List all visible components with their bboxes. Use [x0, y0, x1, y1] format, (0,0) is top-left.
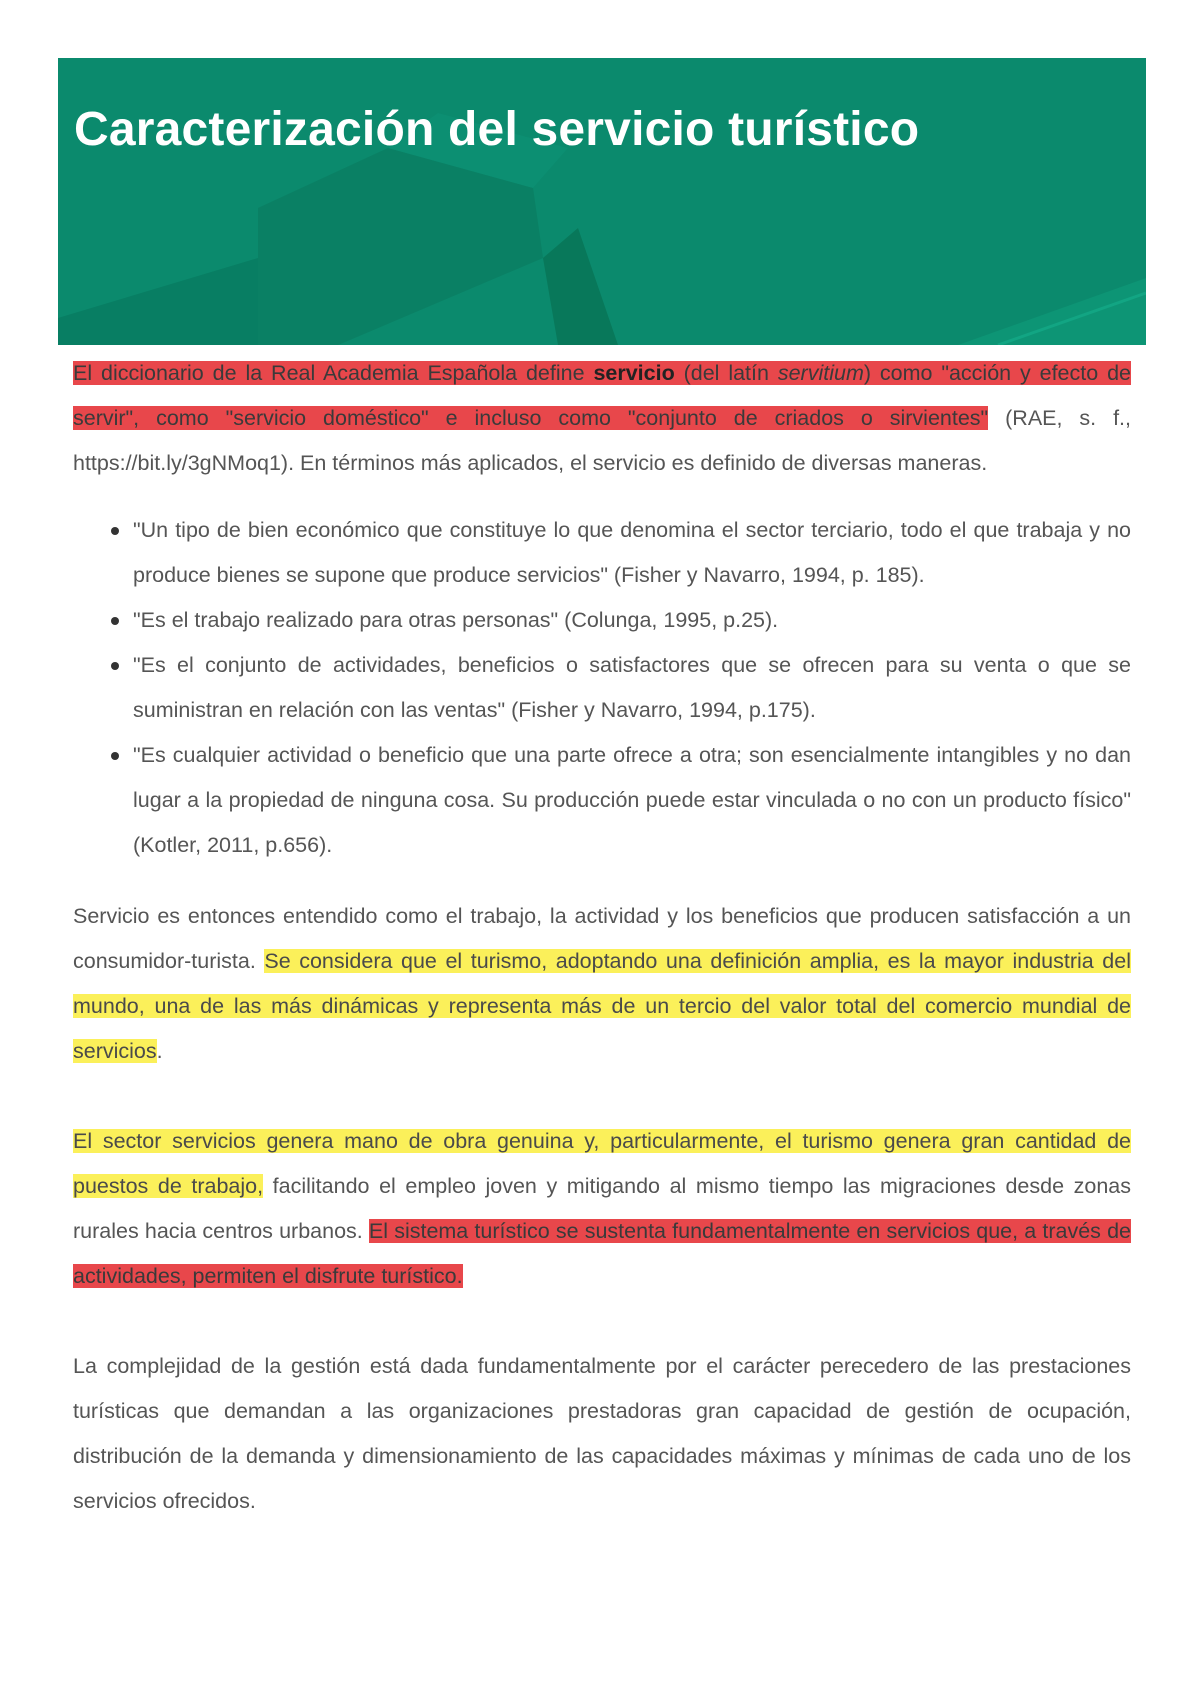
highlight-red: El sistema turístico se sustenta fundamentalmente en servicios que, a través de actividades, permiten el disfrute turístico. — [73, 1219, 1131, 1288]
list-item — [133, 508, 1131, 598]
list-item-text: "Es el trabajo realizado para otras personas" (Colunga, 1995, p.25). — [133, 608, 779, 632]
highlight-yellow: Se considera que el turismo, adoptando una definición amplia, es la mayor industria del mundo, una de las más dinámicas y representa más de un tercio del valor total del comercio mundial de servicios — [73, 949, 1131, 1063]
paragraph2-end: . — [156, 1039, 163, 1063]
bullet-icon — [111, 752, 119, 760]
list-item — [133, 733, 1131, 868]
list-item — [133, 643, 1131, 733]
paragraph-sector-servicios — [73, 1119, 1131, 1299]
paragraph2-text: Servicio es entonces entendido como el trabajo, la actividad y los beneficios que producen satisfacción a un consumidor-turista. — [73, 904, 1131, 973]
paragraph3-text: facilitando el empleo joven y mitigando al mismo tiempo las migraciones desde zonas rurales hacia centros urbanos. — [73, 1174, 1131, 1243]
highlight-yellow: El sector servicios genera mano de obra genuina y, particularmente, el turismo genera gran cantidad de puestos de trabajo, — [73, 1129, 1131, 1198]
definitions-list — [73, 508, 1131, 868]
intro-paragraph — [73, 351, 1131, 486]
paragraph-servicio-turismo — [73, 894, 1131, 1074]
term-servitium: servitium — [777, 361, 864, 385]
paragraph-complejidad: La complejidad de la gestión está dada fundamentalmente por el carácter perecedero de las prestaciones turísticas que demandan a las organizaciones prestadoras gran capacidad de gestión de ocupación, distribución de la demanda y dimensionamiento de las capacidades máximas y mínimas de cada uno de los servicios ofrecidos. — [73, 1354, 1131, 1513]
page-title: Caracterización del servicio turístico — [74, 103, 920, 156]
article-body — [73, 351, 1131, 1524]
intro-text-1: El diccionario de la Real Academia Española define — [73, 361, 594, 385]
header-banner — [58, 58, 1146, 345]
term-servicio: servicio — [593, 361, 675, 385]
list-item-text: "Es el conjunto de actividades, beneficios o satisfactores que se ofrecen para su venta o que se suministran en relación con las ventas" (Fisher y Navarro, 1994, p.175). — [133, 653, 1131, 722]
intro-text-2: (del latín — [674, 361, 778, 385]
list-item-text: "Un tipo de bien económico que constituye lo que denomina el sector terciario, todo el que trabaja y no produce bienes se supone que produce servicios" (Fisher y Navarro, 1994, p. 185). — [133, 518, 1131, 587]
highlight-red — [73, 361, 1131, 430]
bullet-icon — [111, 527, 119, 535]
intro-text-rest: (RAE, s. f., https://bit.ly/3gNMoq1). En términos más aplicados, el servicio es definido de diversas maneras. — [73, 406, 1131, 475]
intro-text-3: ) como "acción y efecto de servir", como "servicio doméstico" e incluso como "conjunto de criados o sirvientes" — [73, 361, 1131, 430]
bullet-icon — [111, 662, 119, 670]
bullet-icon — [111, 617, 119, 625]
list-item — [133, 598, 1131, 643]
list-item-text: "Es cualquier actividad o beneficio que una parte ofrece a otra; son esencialmente intangibles y no dan lugar a la propiedad de ninguna cosa. Su producción puede estar vinculada o no con un producto físico" (Kotler, 2011, p.656). — [133, 743, 1131, 857]
